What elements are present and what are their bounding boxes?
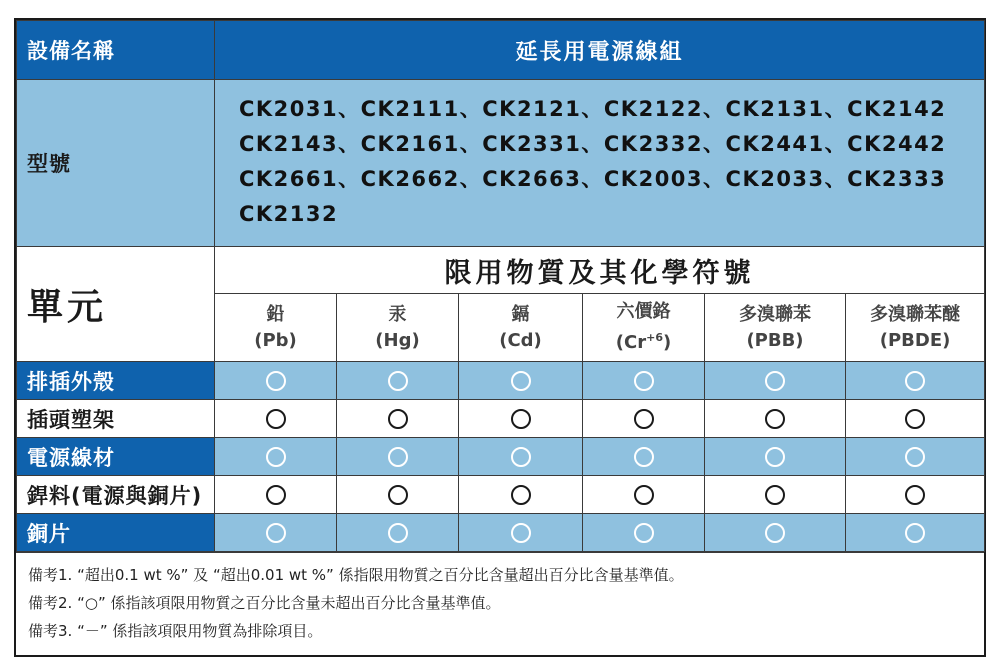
substance-name: 鉛 bbox=[266, 303, 285, 325]
circle-mark-icon bbox=[634, 485, 654, 505]
circle-mark-icon bbox=[388, 485, 408, 505]
unit-row-label: 插頭塑架 bbox=[17, 400, 215, 438]
compliance-cell bbox=[337, 476, 459, 514]
substance-symbol bbox=[583, 325, 704, 356]
equipment-label: 設備名稱 bbox=[17, 21, 215, 80]
compliance-cell bbox=[846, 362, 985, 400]
substance-header-pbde bbox=[846, 294, 985, 362]
compliance-cell bbox=[583, 400, 705, 438]
substance-name: 汞 bbox=[388, 303, 407, 325]
model-row bbox=[17, 80, 985, 247]
compliance-cell bbox=[846, 476, 985, 514]
compliance-cell bbox=[459, 362, 583, 400]
compliance-cell bbox=[583, 476, 705, 514]
circle-mark-icon bbox=[905, 523, 925, 543]
compliance-cell bbox=[705, 476, 846, 514]
model-line: CK2031、CK2111、CK2121、CK2122、CK2131、CK2142 bbox=[239, 97, 947, 121]
circle-mark-icon bbox=[266, 409, 286, 429]
note-line: 備考1. “超出0.1 wt %” 及 “超出0.01 wt %” 係指限用物質之百分比含量超出百分比含量基準值。 bbox=[28, 566, 684, 584]
circle-mark-icon bbox=[266, 523, 286, 543]
model-line: CK2143、CK2161、CK2331、CK2332、CK2441、CK2442 bbox=[239, 132, 947, 156]
model-line: CK2132 bbox=[239, 202, 339, 226]
circle-mark-icon bbox=[905, 447, 925, 467]
unit-rows bbox=[17, 362, 985, 552]
compliance-cell bbox=[215, 400, 337, 438]
circle-mark-icon bbox=[765, 523, 785, 543]
substance-name: 鎘 bbox=[511, 303, 530, 325]
unit-row-label: 銅片 bbox=[17, 514, 215, 552]
compliance-cell bbox=[583, 362, 705, 400]
compliance-cell bbox=[337, 362, 459, 400]
circle-mark-icon bbox=[511, 371, 531, 391]
equipment-name: 延長用電源線組 bbox=[215, 21, 985, 80]
model-line: CK2661、CK2662、CK2663、CK2003、CK2033、CK2333 bbox=[239, 167, 947, 191]
model-label: 型號 bbox=[17, 80, 215, 247]
compliance-cell bbox=[459, 400, 583, 438]
circle-mark-icon bbox=[511, 523, 531, 543]
substance-symbol: (Cd) bbox=[499, 329, 542, 351]
compliance-cell bbox=[459, 476, 583, 514]
unit-row-label: 排插外殼 bbox=[17, 362, 215, 400]
substance-table bbox=[16, 20, 985, 552]
substance-header-cadmium bbox=[459, 294, 583, 362]
compliance-cell bbox=[583, 514, 705, 552]
unit-row bbox=[17, 476, 985, 514]
compliance-cell bbox=[337, 438, 459, 476]
circle-mark-icon bbox=[266, 447, 286, 467]
substances-title-row bbox=[17, 247, 985, 294]
circle-mark-icon bbox=[765, 371, 785, 391]
circle-mark-icon bbox=[511, 409, 531, 429]
symbol-superscript: +6 bbox=[646, 331, 663, 344]
compliance-cell bbox=[705, 400, 846, 438]
circle-mark-icon bbox=[266, 485, 286, 505]
unit-row bbox=[17, 362, 985, 400]
circle-mark-icon bbox=[905, 485, 925, 505]
substance-name: 六價鉻 bbox=[616, 301, 671, 322]
compliance-cell bbox=[215, 362, 337, 400]
substance-header-pbb bbox=[705, 294, 846, 362]
unit-label: 單元 bbox=[17, 247, 215, 362]
substance-symbol: (Pb) bbox=[254, 329, 297, 351]
model-list bbox=[215, 80, 985, 247]
substance-symbol: (PBB) bbox=[746, 329, 804, 351]
circle-mark-icon bbox=[765, 409, 785, 429]
compliance-cell bbox=[705, 514, 846, 552]
circle-mark-icon bbox=[511, 447, 531, 467]
compliance-cell bbox=[337, 514, 459, 552]
substance-symbol: (PBDE) bbox=[879, 329, 951, 351]
compliance-cell bbox=[705, 362, 846, 400]
compliance-cell bbox=[459, 514, 583, 552]
compliance-cell bbox=[583, 438, 705, 476]
rohs-declaration-table bbox=[14, 18, 986, 657]
compliance-cell bbox=[846, 514, 985, 552]
unit-row-label: 銲料(電源與銅片) bbox=[17, 476, 215, 514]
circle-mark-icon bbox=[634, 409, 654, 429]
circle-mark-icon bbox=[905, 371, 925, 391]
substance-header-chromium bbox=[583, 294, 705, 362]
substance-name: 多溴聯苯 bbox=[739, 303, 811, 325]
circle-mark-icon bbox=[634, 447, 654, 467]
circle-mark-icon bbox=[266, 371, 286, 391]
notes-section bbox=[16, 552, 984, 655]
circle-mark-icon bbox=[388, 371, 408, 391]
compliance-cell bbox=[215, 438, 337, 476]
header-row bbox=[17, 21, 985, 80]
circle-mark-icon bbox=[634, 371, 654, 391]
substance-symbol: (Hg) bbox=[375, 329, 420, 351]
symbol-end: ) bbox=[662, 332, 672, 353]
unit-row bbox=[17, 514, 985, 552]
circle-mark-icon bbox=[388, 447, 408, 467]
compliance-cell bbox=[215, 476, 337, 514]
substance-header-mercury bbox=[337, 294, 459, 362]
symbol-text: (Cr bbox=[615, 332, 647, 353]
compliance-cell bbox=[846, 438, 985, 476]
compliance-cell bbox=[337, 400, 459, 438]
unit-row-label: 電源線材 bbox=[17, 438, 215, 476]
compliance-cell bbox=[215, 514, 337, 552]
substances-title: 限用物質及其化學符號 bbox=[215, 247, 985, 294]
compliance-cell bbox=[705, 438, 846, 476]
unit-row bbox=[17, 400, 985, 438]
substance-name: 多溴聯苯醚 bbox=[870, 303, 961, 325]
compliance-cell bbox=[846, 400, 985, 438]
circle-mark-icon bbox=[634, 523, 654, 543]
substance-header-lead bbox=[215, 294, 337, 362]
circle-mark-icon bbox=[765, 485, 785, 505]
circle-mark-icon bbox=[511, 485, 531, 505]
note-line: 備考3. “－” 係指該項限用物質為排除項目。 bbox=[28, 622, 323, 640]
note-line: 備考2. “○” 係指該項限用物質之百分比含量未超出百分比含量基準值。 bbox=[28, 594, 501, 612]
circle-mark-icon bbox=[765, 447, 785, 467]
circle-mark-icon bbox=[905, 409, 925, 429]
compliance-cell bbox=[459, 438, 583, 476]
circle-mark-icon bbox=[388, 409, 408, 429]
circle-mark-icon bbox=[388, 523, 408, 543]
unit-row bbox=[17, 438, 985, 476]
